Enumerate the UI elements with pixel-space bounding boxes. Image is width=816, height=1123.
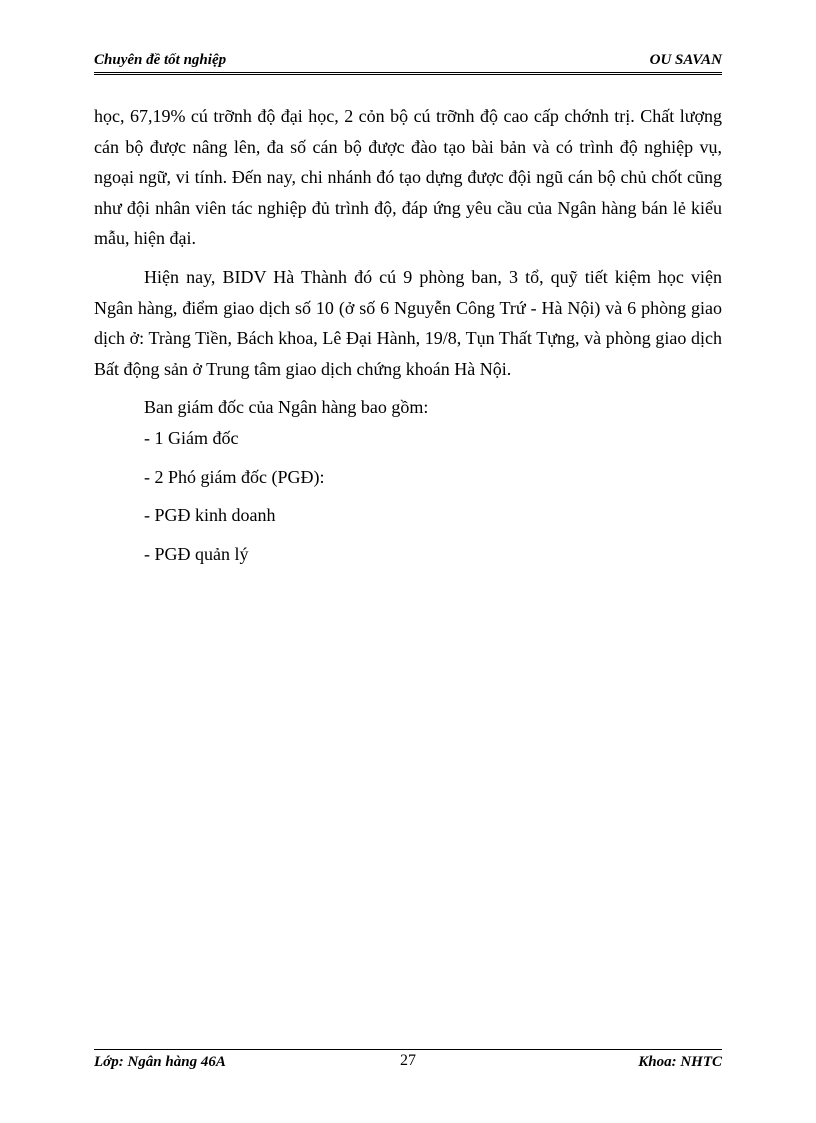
paragraph-staff-quality: học, 67,19% cú trỡnh độ đại học, 2 cỏn bộ cú trỡnh độ cao cấp chớnh trị. Chất lượng cán bộ được nâng lên, đa số cán bộ được đào tạo bài bản và có trình độ nghiệp vụ, ngoại ngữ, vi tính. Đến nay, chi nhánh đó tạo dựng được đội ngũ cán bộ chủ chốt cũng như đội nhân viên tác nghiệp đủ trình độ, đáp ứng yêu cầu của Ngân hàng bán lẻ kiểu mẫu, hiện đại. [94,106,722,249]
footer-faculty-label: Khoa: NHTC [638,1054,722,1070]
board-intro-line: Ban giám đốc của Ngân hàng bao gồm: [144,397,429,418]
page-footer [94,1049,722,1074]
page-header [94,50,722,75]
list-item-director: - 1 Giám đốc [144,427,239,448]
header-document-title: Chuyên đề tốt nghiệp [94,52,227,68]
footer-class-label: Lớp: Ngân hàng 46A [94,1054,226,1070]
list-item-business-deputy: - PGĐ kinh doanh [144,505,276,526]
page-number: 27 [400,1052,416,1069]
header-author-name: OU SAVAN [649,52,722,68]
list-item-deputy-directors: - 2 Phó giám đốc (PGĐ): [144,466,325,487]
paragraph-branch-structure: Hiện nay, BIDV Hà Thành đó cú 9 phòng ban, 3 tổ, quỹ tiết kiệm học viện Ngân hàng, điểm giao dịch số 10 (ở số 6 Nguyễn Công Trứ - Hà Nội) và 6 phòng giao dịch ở: Tràng Tiền, Bách khoa, Lê Đại Hành, 19/8, Tụn Thất Tựng, và phòng giao dịch Bất động sản ở Trung tâm giao dịch chứng khoán Hà Nội. [94,266,722,379]
list-item-management-deputy: - PGĐ quản lý [144,543,249,564]
page-body [94,101,722,569]
